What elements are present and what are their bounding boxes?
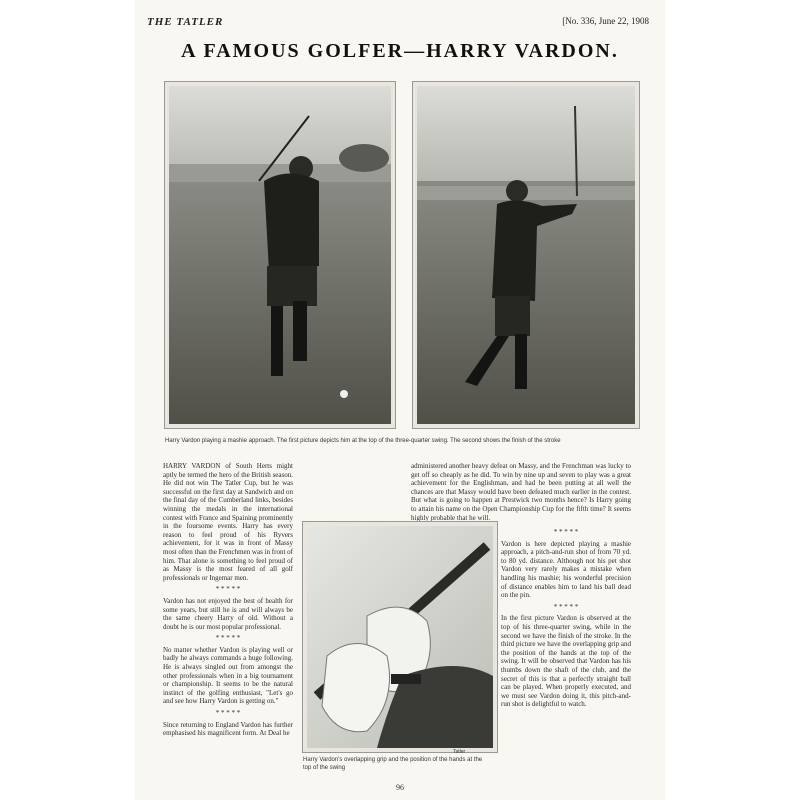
left-column [163, 462, 293, 741]
publication-name: THE TATLER [147, 16, 224, 28]
golfer-finish-figure [417, 86, 635, 424]
separator: * * * * * [553, 528, 579, 536]
page-number: 96 [396, 783, 404, 792]
photo-top-of-swing [165, 82, 395, 428]
paragraph-6: Vardon is here depicted playing a mashie approach, a pitch-and-run shot of from 70 yd. to 80 yd. distance. Although not his pet shot Vardon very rarely makes a mistake when handling his mashie; his wonderful precision of distance enables him to land his ball dead on the pin. [501, 539, 631, 600]
paragraph-3: No matter whether Vardon is playing well or badly he always commands a huge following. He is always singled out from amongst the other professionals when in a big tournament or championship. It seems to be the natural instinct of the golfing enthusiast, "Let's go and see how Harry Vardon is getting on." [163, 645, 293, 706]
separator: * * * * * [553, 602, 579, 611]
grip-hands-illustration [307, 526, 493, 748]
top-photos-caption: Harry Vardon playing a mashie approach. The first picture depicts him at the top of the three-quarter swing. The second shows the finish of the stroke [165, 438, 561, 444]
paragraph-7: In the first picture Vardon is observed at the top of his three-quarter swing, while in the second we have the finish of the stroke. In the third picture we have the overlapping grip and the position of the hands at the top of the swing. It will be observed that Vardon has his thumbs down the shaft of the club, and the secret of this is that a perfectly straight ball can be played. When properly executed, and we must see Vardon doing it, this pitch-and-run shot is delightful to watch. [501, 614, 631, 709]
right-bottom-column [501, 528, 631, 712]
paragraph-5: administered another heavy defeat on Massy, and the Frenchman was lucky to get off so cheaply as he did. To win by nine up and seven to play was a great achievement for the Englishman, and had he been putting at all well the chances are that Massy would have been defeated much earlier in the contest. But what is going to happen at Prestwick two months hence? Is Harry going to attain his name on the Open Championship Cup for the fifth time? It seems highly probable that he will. [411, 462, 631, 522]
article-title: A FAMOUS GOLFER—HARRY VARDON. [181, 40, 619, 62]
photo-credit: Tatler [453, 749, 466, 755]
inset-caption: Harry Vardon's overlapping grip and the position of the hands at the top of the swing [303, 757, 483, 771]
paragraph-2: Vardon has not enjoyed the best of health for some years, but still he is and will always be the same cheery Harry of old. Without a doubt he is our most popular professional. [163, 596, 293, 631]
golfer-backswing-figure [169, 86, 391, 424]
separator: * * * * * [215, 585, 241, 594]
issue-line: [No. 336, June 22, 1908 [562, 16, 649, 26]
paragraph-4: Since returning to England Vardon has further emphasised his magnificent form. At Deal he [163, 720, 293, 738]
photo-finish-of-stroke [413, 82, 639, 428]
magazine-page [135, 0, 665, 800]
paragraph-1: HARRY VARDON of South Herts might aptly be termed the hero of the British season. He did not win The Tatler Cup, but he was successful on the first day at Sandwich and on the final day of the Cumberland links, besides winning the medals in the international contest with France and Spaining prominently in the foursome events. Harry has every reason to feel proud of his Ryvers achievement, for it was in front of Massy most often than the Frenchmen was in front of him. That alone is something to feel proud of as Massy is the most feared of all golf professionals or Ingemar men. [163, 462, 293, 582]
right-top-column [411, 462, 631, 525]
running-header [135, 8, 665, 28]
photo-overlapping-grip [303, 522, 497, 752]
separator: * * * * * [215, 709, 241, 718]
separator: * * * * * [215, 634, 241, 643]
